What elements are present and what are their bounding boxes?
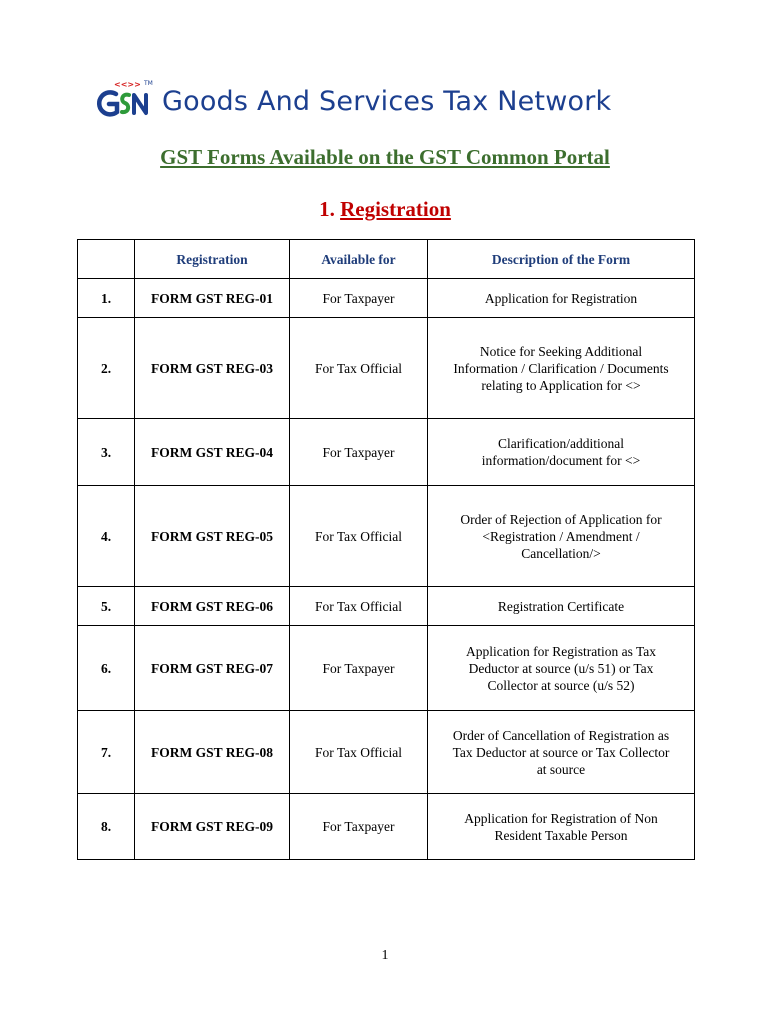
desc-line: Cancellation/> [521,545,601,561]
desc-line: Order of Rejection of Application for [460,511,662,527]
table-header-row [78,240,695,279]
available-for: For Taxpayer [290,279,428,318]
desc-line: Order of Cancellation of Registration as [452,727,670,743]
logo-trademark: TM [144,80,153,87]
form-name: FORM GST REG-04 [135,419,290,486]
header-description: Description of the Form [428,240,695,279]
table-row [78,626,695,711]
available-for: For Tax Official [290,711,428,794]
desc-line: Registration Certificate [497,598,625,614]
table-row [78,318,695,419]
desc-line: <Registration / Amendment / [482,528,640,544]
form-name: FORM GST REG-07 [135,626,290,711]
form-description [428,419,695,486]
desc-line: at source [536,761,586,777]
section-heading [0,197,770,222]
section-number: 1. [319,197,335,221]
section-title: Registration [340,197,451,221]
desc-line: Application for Registration as Tax [465,643,656,659]
form-name: FORM GST REG-05 [135,486,290,587]
header-available-for: Available for [290,240,428,279]
table-row [78,587,695,626]
form-name: FORM GST REG-09 [135,794,290,860]
form-description [428,279,695,318]
form-name: FORM GST REG-03 [135,318,290,419]
desc-line: Collector at source (u/s 52) [487,677,635,693]
gstn-logo-mark [96,80,156,124]
header-registration: Registration [135,240,290,279]
logo-arrows: <<>> [114,80,141,89]
available-for: For Taxpayer [290,794,428,860]
available-for: For Tax Official [290,486,428,587]
available-for: For Tax Official [290,318,428,419]
form-name: FORM GST REG-06 [135,587,290,626]
row-number: 7. [78,711,135,794]
desc-line: Tax Deductor at source or Tax Collector [452,744,670,760]
desc-line: Application for Registration of Non [464,810,658,826]
desc-line: Resident Taxable Person [494,827,628,843]
form-description [428,587,695,626]
forms-table [77,239,695,860]
desc-line: Application for Registration [484,290,638,306]
form-name: FORM GST REG-08 [135,711,290,794]
table-row [78,486,695,587]
table-row [78,711,695,794]
row-number: 5. [78,587,135,626]
desc-line: Notice for Seeking Additional [479,343,643,359]
gstn-logo [96,80,611,124]
row-number: 8. [78,794,135,860]
table-row [78,279,695,318]
org-name: Goods And Services Tax Network [162,86,612,117]
row-number: 1. [78,279,135,318]
form-name: FORM GST REG-01 [135,279,290,318]
form-description [428,794,695,860]
available-for: For Taxpayer [290,419,428,486]
row-number: 3. [78,419,135,486]
row-number: 2. [78,318,135,419]
form-description [428,626,695,711]
available-for: For Tax Official [290,587,428,626]
form-description [428,486,695,587]
page-number: 1 [381,948,389,963]
available-for: For Taxpayer [290,626,428,711]
desc-line: Deductor at source (u/s 51) or Tax [468,660,654,676]
form-description [428,711,695,794]
table-row [78,419,695,486]
desc-line: relating to Application for <> [481,377,641,393]
desc-line: Information / Clarification / Documents [453,360,669,376]
desc-line: Clarification/additional [498,436,624,451]
table-row [78,794,695,860]
form-description [428,318,695,419]
desc-line: information/document for <> [481,453,641,468]
header-serial [78,240,135,279]
row-number: 4. [78,486,135,587]
document-title: GST Forms Available on the GST Common Portal [160,145,610,169]
row-number: 6. [78,626,135,711]
